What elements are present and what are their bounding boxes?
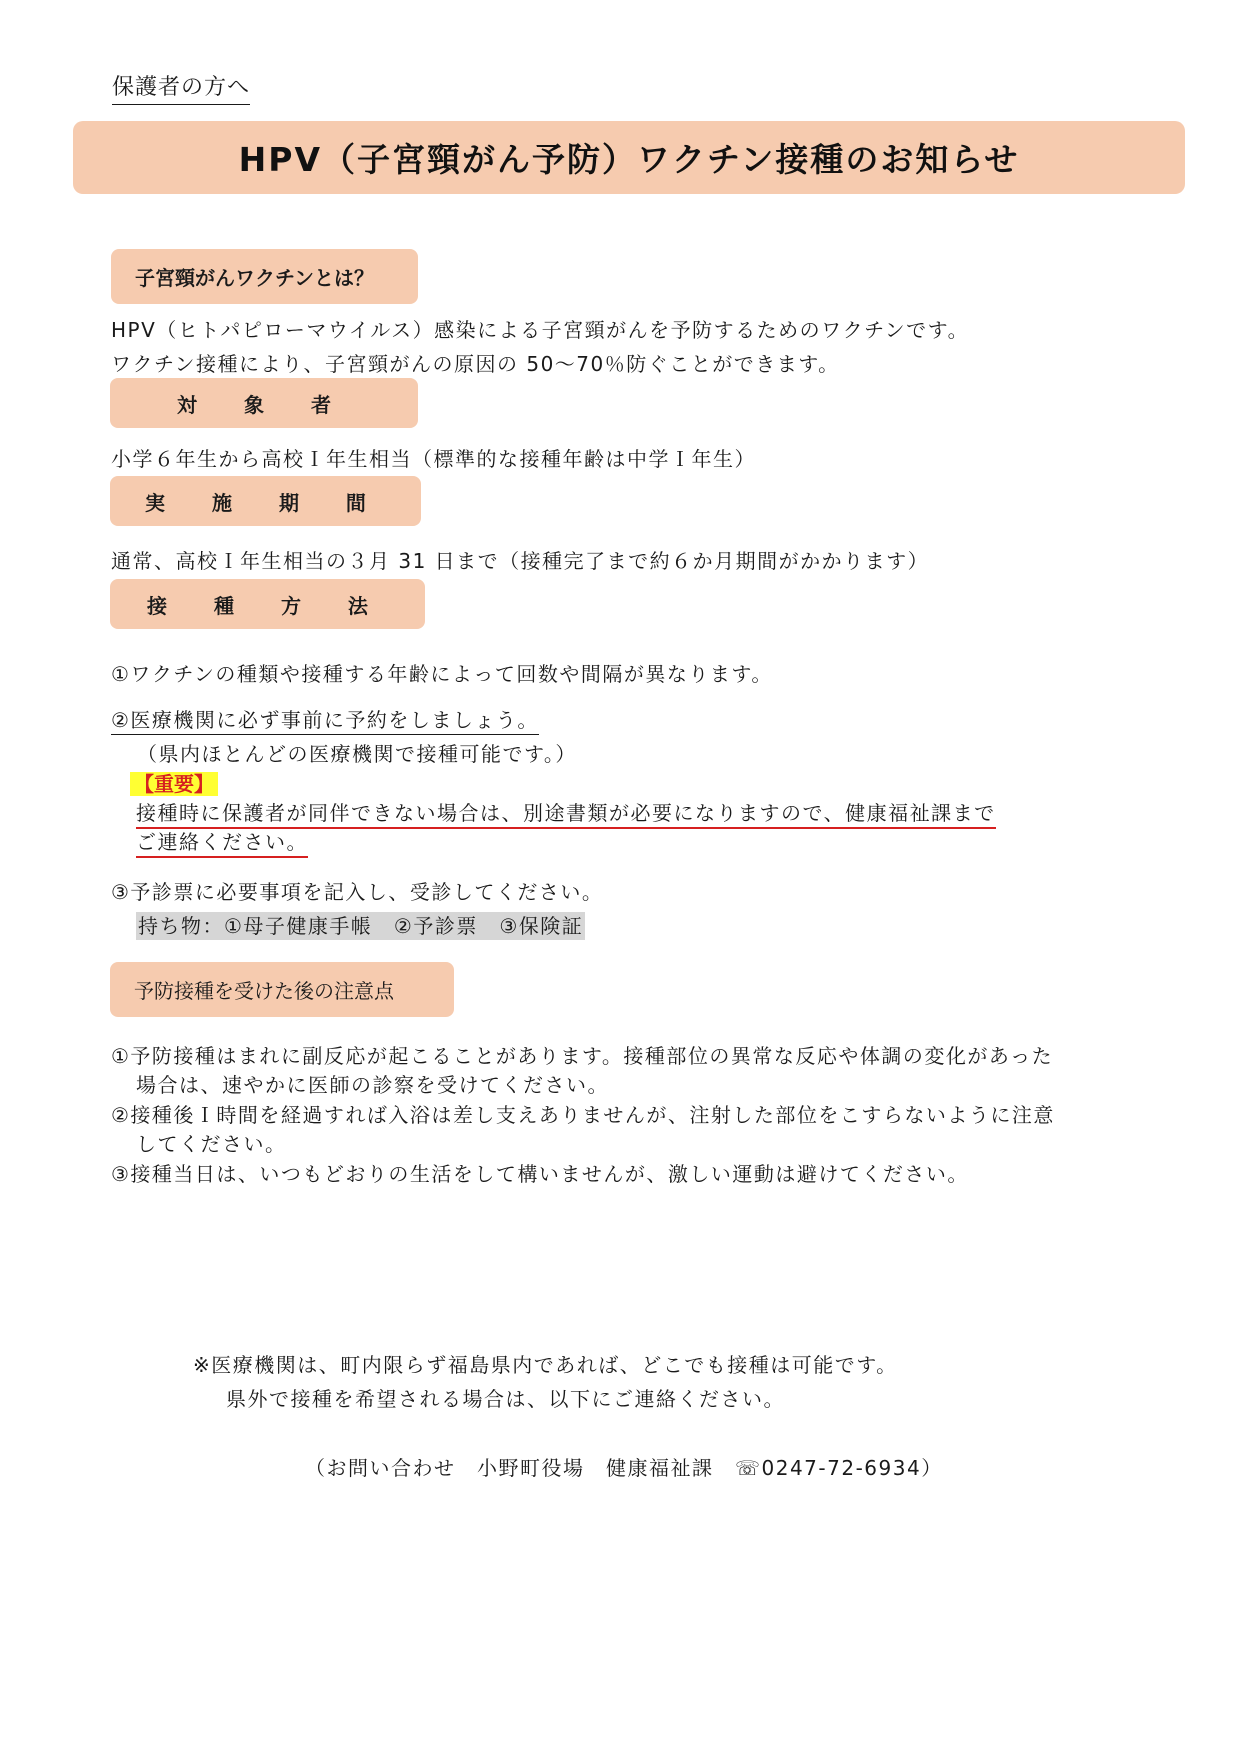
method-item-2-text: ②医療機関に必ず事前に予約をしましょう。 — [111, 708, 539, 735]
period-text: 通常、高校Ｉ年生相当の３月 31 日まで（接種完了まで約６か月期間がかかります） — [111, 549, 930, 573]
contact-info: （お問い合わせ 小野町役場 健康福祉課 ☏0247-72-6934） — [305, 1456, 943, 1480]
footer-note-line-2: 県外で接種を希望される場合は、以下にご連絡ください。 — [226, 1387, 785, 1411]
section-heading-method — [110, 579, 425, 629]
method-item-3: ③予診票に必要事項を記入し、受診してください。 — [111, 880, 604, 904]
important-line-2 — [136, 826, 308, 855]
after-item-2-line-1: ②接種後Ｉ時間を経過すれば入浴は差し支えありませんが、注射した部位をこすらないように注意 — [111, 1103, 1055, 1127]
section-heading-period — [110, 476, 421, 526]
important-badge — [130, 768, 218, 797]
important-label: 【重要】 — [130, 772, 218, 796]
method-item-1: ①ワクチンの種類や接種する年齢によって回数や間隔が異なります。 — [111, 662, 773, 686]
section-heading-after — [110, 962, 454, 1017]
after-item-2-line-2: してください。 — [136, 1132, 287, 1156]
after-item-1-line-2: 場合は、速やかに医師の診察を受けてください。 — [136, 1073, 609, 1097]
section-heading-about — [111, 249, 418, 304]
footer-note-line-1: ※医療機関は、町内限らず福島県内であれば、どこでも接種は可能です。 — [193, 1353, 898, 1377]
belongings — [136, 910, 585, 939]
section-heading-after-label: 予防接種を受けた後の注意点 — [134, 979, 394, 1003]
section-heading-about-label: 子宮頸がんワクチンとは？ — [135, 266, 374, 290]
section-heading-target-label: 対 象 者 — [177, 392, 351, 417]
title-banner — [73, 121, 1185, 194]
section-heading-method-label: 接 種 方 法 — [147, 593, 388, 618]
important-line-2-text: ご連絡ください。 — [136, 830, 308, 858]
important-line-1-text: 接種時に保護者が同伴できない場合は、別途書類が必要になりますので、健康福祉課まで — [136, 801, 996, 829]
section-heading-period-label: 実 施 期 間 — [145, 490, 386, 515]
after-item-3: ③接種当日は、いつもどおりの生活をして構いませんが、激しい運動は避けてください。 — [111, 1162, 969, 1186]
about-line-2: ワクチン接種により、子宮頸がんの原因の 50～70％防ぐことができます。 — [111, 352, 840, 376]
about-line-1: HPV（ヒトパピローマウイルス）感染による子宮頸がんを予防するためのワクチンです。 — [111, 318, 970, 342]
page-title: HPV（子宮頸がん予防）ワクチン接種のお知らせ — [238, 140, 1020, 179]
method-item-2-note: （県内ほとんどの医療機関で接種可能です。） — [137, 742, 577, 766]
target-text: 小学６年生から高校Ｉ年生相当（標準的な接種年齢は中学Ｉ年生） — [111, 447, 756, 471]
method-item-2 — [111, 704, 539, 733]
section-heading-target — [110, 378, 418, 428]
recipient-label: 保護者の方へ — [112, 70, 250, 105]
important-line-1 — [136, 797, 996, 826]
after-item-1-line-1: ①予防接種はまれに副反応が起こることがあります。接種部位の異常な反応や体調の変化があった — [111, 1044, 1054, 1068]
belongings-text: 持ち物：①母子健康手帳 ②予診票 ③保険証 — [138, 914, 584, 938]
